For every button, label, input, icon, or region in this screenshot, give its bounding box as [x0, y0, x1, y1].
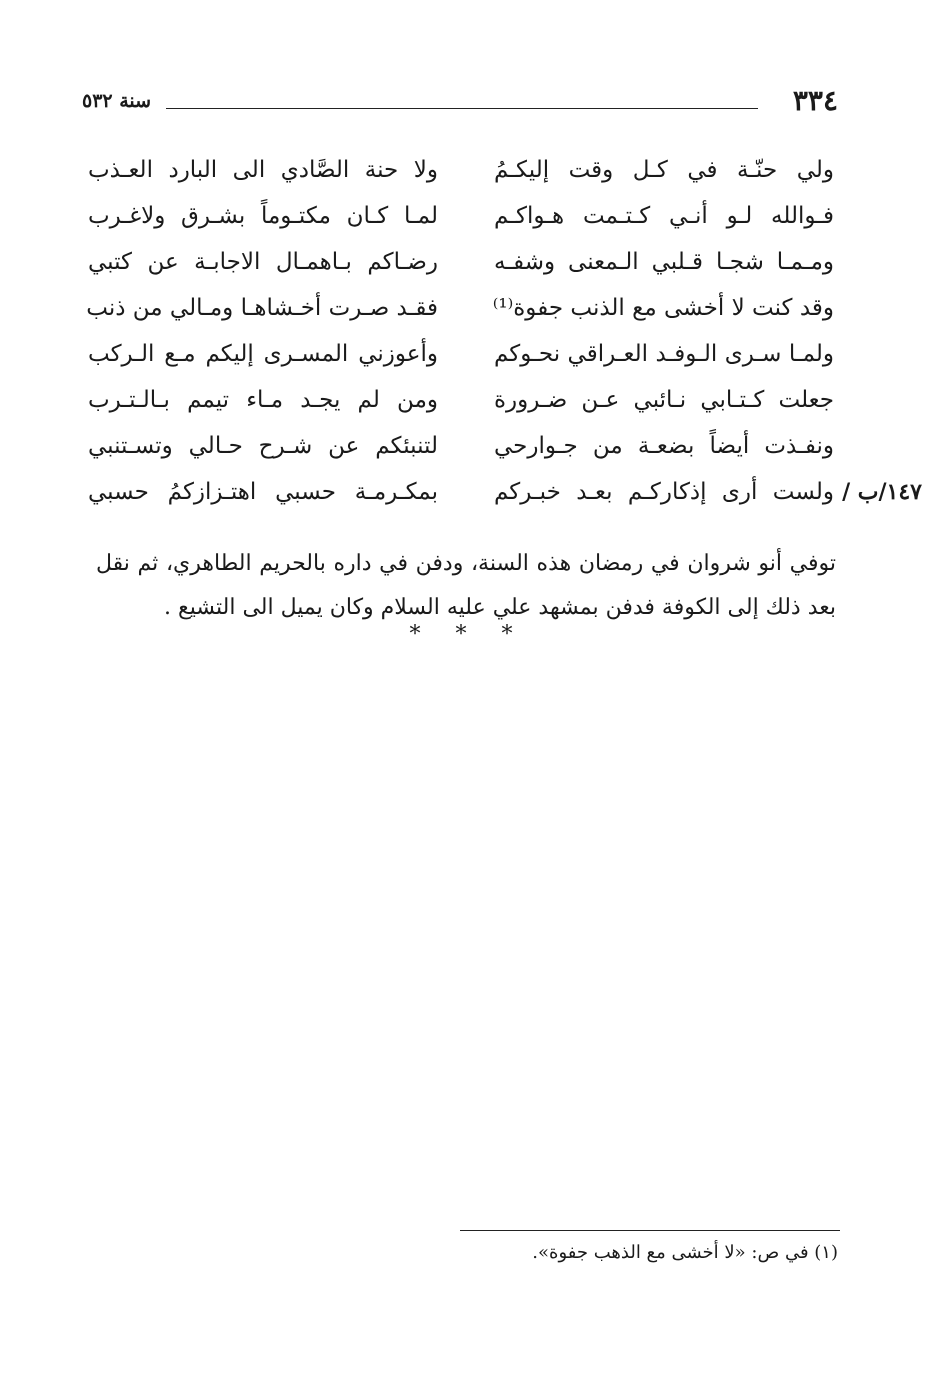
- verse-8-second-hemistich: بمكـرمـة حسبي اهتـزازكمُ حسبي: [88, 479, 438, 505]
- poem: [86, 150, 922, 518]
- verse-7: [86, 426, 838, 472]
- verse-4-first-hemistich: وقد كنت لا أخشى مع الذنب جفوة⁽¹⁾: [492, 295, 834, 321]
- verse-1-first-hemistich: ولي حنّـة في كـل وقت إليكـمُ: [494, 157, 834, 183]
- verse-7-first-hemistich: ونفـذت أيضاً بضعـة من جـوارحي: [494, 433, 834, 459]
- verse-2-second-hemistich: لمـا كـان مكتـوماً بشـرق ولاغـرب: [88, 203, 438, 229]
- verse-6-second-hemistich: ومن لم يجـد مـاء تيمم بـالـتـرب: [88, 387, 438, 413]
- section-separator: * * *: [409, 622, 527, 647]
- verse-5: [86, 334, 838, 380]
- verse-7-second-hemistich: لتنبئكم عن شـرح حـالي وتسـتنبي: [88, 433, 438, 459]
- verse-1: [86, 150, 838, 196]
- verse-8-first-hemistich: ولست أرى إذكاركـم بعـد خبـركم: [494, 479, 834, 505]
- verse-1-second-hemistich: ولا حنة الصَّادي الى البارد العـذب: [88, 157, 438, 183]
- folio-margin-note: ١٤٧/ب /: [842, 479, 922, 505]
- verse-4-second-hemistich: فقـد صـرت أخـشاهـا ومـالي من ذنب: [86, 295, 438, 321]
- verse-4: [86, 288, 838, 334]
- verse-5-first-hemistich: ولمـا سـرى الـوفـد العـراقي نحـوكم: [494, 341, 834, 367]
- page-number: ٣٣٤: [792, 84, 838, 117]
- footnote: (١) في ص: «لا أخشى مع الذهب جفوة».: [532, 1242, 838, 1263]
- header-rule: [166, 108, 758, 109]
- prose-paragraph: توفي أنو شروان في رمضان هذه السنة، ودفن في داره بالحريم الطاهري، ثم نقل بعد ذلك إلى الكوفة فدفن بمشهد علي عليه السلام وكان يميل الى التشيع .: [96, 551, 836, 620]
- verse-3: [86, 242, 838, 288]
- footnote-rule: [460, 1230, 840, 1231]
- verse-3-first-hemistich: ومـمـا شجـا قـلبي الـمعنى وشفـه: [494, 249, 834, 275]
- verse-2-first-hemistich: فـوالله لـو أنـي كـتـمت هـواكـم: [494, 203, 834, 229]
- verse-6: [86, 380, 838, 426]
- verse-5-second-hemistich: وأعوزني المسـرى إليكم مـع الـركب: [88, 341, 438, 367]
- year-label: سنة ٥٣٢: [82, 90, 152, 112]
- verse-8: [86, 472, 922, 518]
- page-header: [82, 84, 838, 124]
- verse-2: [86, 196, 838, 242]
- verse-6-first-hemistich: جعلت كـتـابي نـائبي عـن ضـرورة: [494, 387, 834, 413]
- verse-3-second-hemistich: رضـاكم بـاهمـال الاجابـة عن كتبي: [88, 249, 438, 275]
